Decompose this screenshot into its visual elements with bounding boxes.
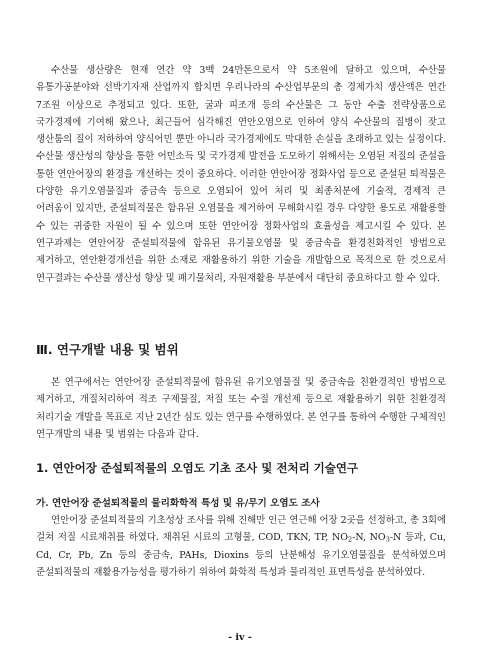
survey-text-start: 연안어장 준설퇴적물의 기초성상 조사를 위해 진해만 인근 연근해 어장 2곳을 선정하고, 총 3회에 걸쳐 저질 시료채취를 하였다. 채취된 시료의 고형물, COD, TKN, TP, NO xyxy=(36,515,446,544)
subsubsection-heading: 가. 연안어장 준설퇴적물의 물리화학적 특성 및 유/무기 오염도 조사 xyxy=(36,498,320,509)
no2-subscript: 2 xyxy=(347,535,353,544)
intro-paragraph: 수산물 생산량은 현재 연간 약 3백 24만톤으로서 약 5조원에 달하고 있으며, 수산물 유통가공분야와 선박기자재 산업까지 합치면 우리나라의 수산업부문의 총 경제가치 생산액은 연간 7조원 이상으로 추정되고 있다. 또한, 굴과 피조개 등의 수산물은 그 동안 수출 전략상품으로 국가경제에 기여해 왔으나, 최근들어 심각해진 연안오염으로 인하여 양식 수산물의 질병이 잦고 생산툼의 질이 저하하여 양식어민 뿐만 아니라 국가경제에도 막대한 손실을 초래하고 있는 실정이다. 수산물 생산성의 향상을 통한 어민소득 및 국가경제 발전을 도모하기 위해서는 오염된 저질의 준설을 통한 연안어장의 환경을 개선하는 것이 중요하다. 이러한 연안어장 정화사업 등으로 준설된 퇴적물은 다양한 유기오염물질과 중금속 등으로 오염되어 있어 처리 및 최종처분에 기술적, 경제적 큰 어려움이 있지만, 준설퇴적물은 함유된 오염물을 제거하여 무해화시킬 경우 다양한 용도로 재활용할 수 있는 귀중한 자원이 될 수 있으며 또한 연안어장 정화사업의 효율성을 제고시킬 수 있다. 본 연구과제는 연안어장 준설퇴적물에 함유된 유기물오염물 및 중금속을 환경친화적인 방법으로 제거하고, 연안환경개선을 위한 소재로 재활용하기 위한 기술을 개발함으로 목적으로 한 것으로서 연구결과는 수산물 생산성 향상 및 폐기물처리, 자원재활용 부분에서 대단히 중요하다고 할 수 있다. xyxy=(36,65,446,284)
scope-paragraph: 본 연구에서는 연안어장 준설퇴적물에 함유된 유기오염물질 및 중금속을 친환경적인 방법으로 제거하고, 개질처리하여 적조 구제물질, 저질 또는 수질 개선제 등으로 재활용하기 위한 친환경적 처리기술 개발을 목표로 지난 2년간 심도 있는 연구를 수행하였다. 본 연구를 통하여 수행한 구체적인 연구개발의 내용 및 범위는 다음과 같다. xyxy=(36,377,446,440)
page-number: - iv - xyxy=(228,632,252,643)
section-heading: Ⅲ. 연구개발 내용 및 범위 xyxy=(36,342,179,357)
survey-paragraph xyxy=(36,512,446,581)
no3-subscript: 3 xyxy=(385,535,390,544)
survey-text-end: -N 등과, Cu, Cd, Cr, Pb, Zn 등의 중금속, PAHs, Dioxins 등의 난분해성 유기오염물질을 분석하였으며 준설퇴적물의 재활용가능성을 평가하기 위하여 화학적 특성과 물리적인 표면특성을 분석하였다. xyxy=(36,532,446,578)
subsection-heading: 1. 연안어장 준설퇴적물의 오염도 기초 조사 및 전처리 기술연구 xyxy=(36,461,359,475)
survey-text-mid: -N, NO xyxy=(352,532,386,544)
